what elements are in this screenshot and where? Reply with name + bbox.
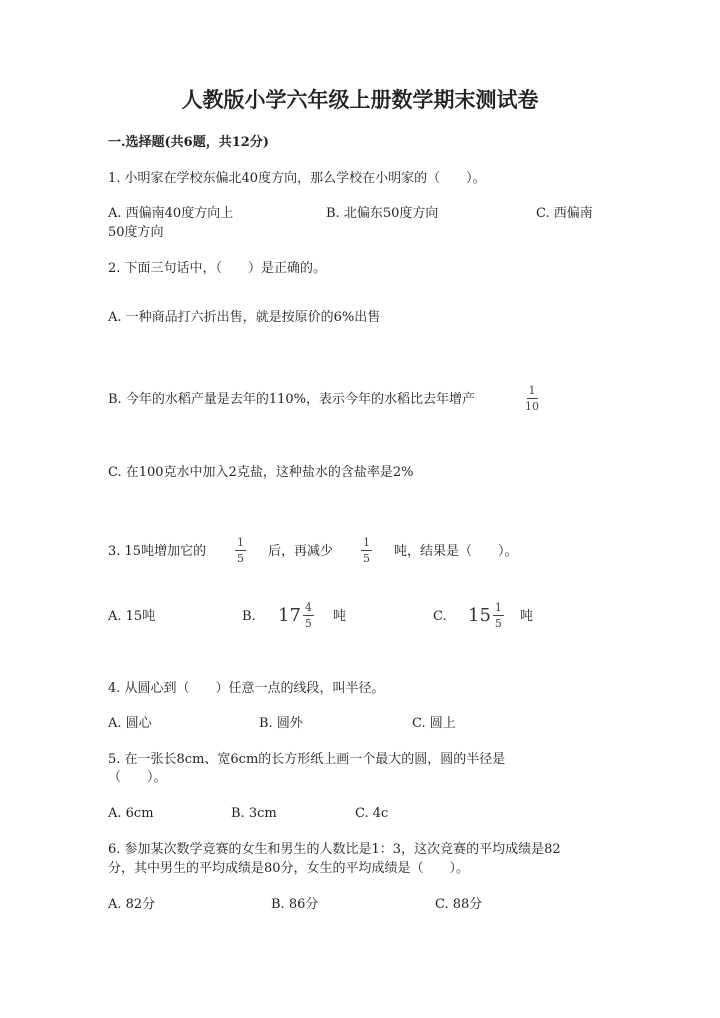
question-3-stem-part2: 后，再减少: [268, 544, 334, 559]
question-2-stem: 2. 下面三句话中，（ ）是正确的。: [108, 261, 327, 276]
question-3-option-c-label: C.: [433, 609, 447, 624]
question-6-option-a: A. 82分: [108, 897, 156, 912]
question-4-option-c: C. 圆上: [412, 716, 456, 731]
question-5-option-c: C. 4c: [355, 806, 389, 821]
question-6-option-b: B. 86分: [271, 897, 319, 912]
question-3-option-c-value: [468, 602, 504, 629]
question-4-option-a: A. 圆心: [108, 716, 152, 731]
question-3-fraction-2: [361, 537, 372, 564]
fraction-numerator: 1: [237, 536, 244, 549]
fraction-numerator: 4: [304, 601, 312, 614]
question-1-stem: 1. 小明家在学校东偏北40度方向，那么学校在小明家的（ ）。: [108, 171, 486, 186]
mixed-number-whole: 15: [468, 604, 491, 626]
question-3-option-b-label: B.: [242, 609, 256, 624]
fraction-denominator: 10: [525, 400, 539, 413]
page-title: 人教版小学六年级上册数学期末测试卷: [181, 87, 539, 112]
question-1-option-b: B. 北偏东50度方向: [326, 206, 439, 221]
question-5-stem: 5. 在一张长8cm、宽6cm的长方形纸上画一个最大的圆，圆的半径是: [108, 752, 506, 767]
question-2-option-b-fraction: [525, 385, 539, 412]
question-6-stem-continued: 分，其中男生的平均成绩是80分，女生的平均成绩是（ ）。: [108, 861, 470, 876]
question-5-option-a: A. 6cm: [108, 806, 154, 821]
question-1-option-a: A. 西偏南40度方向上: [108, 206, 234, 221]
question-2-option-c: C. 在100克水中加入2克盐，这种盐水的含盐率是2%: [108, 465, 414, 480]
question-3-option-b-unit: 吨: [333, 609, 347, 624]
fraction-numerator: 1: [494, 601, 502, 614]
fraction-numerator: 1: [363, 536, 370, 549]
question-3-option-c-unit: 吨: [520, 609, 534, 624]
mixed-number-whole: 17: [278, 604, 301, 626]
question-3-fraction-1: [235, 537, 246, 564]
question-4-stem: 4. 从圆心到（ ）任意一点的线段，叫半径。: [108, 681, 385, 696]
question-2-option-b: B. 今年的水稻产量是去年的110%，表示今年的水稻比去年增产: [108, 392, 475, 407]
question-3-option-a: A. 15吨: [108, 609, 156, 624]
question-1-option-c: C. 西偏南: [536, 206, 593, 221]
fraction-denominator: 5: [304, 617, 312, 630]
fraction-denominator: 5: [494, 617, 502, 630]
question-5-option-b: B. 3cm: [231, 806, 277, 821]
question-1-option-c-continued: 50度方向: [108, 225, 164, 240]
fraction-denominator: 5: [237, 552, 244, 565]
fraction-numerator: 1: [528, 384, 536, 397]
question-2-option-a: A. 一种商品打六折出售，就是按原价的6%出售: [108, 310, 381, 325]
question-5-stem-continued: （ ）。: [108, 770, 167, 785]
question-4-option-b: B. 圆外: [259, 716, 303, 731]
question-6-option-c: C. 88分: [435, 897, 483, 912]
fraction-denominator: 5: [363, 552, 370, 565]
question-3-stem-part1: 3. 15吨增加它的: [108, 544, 207, 559]
question-6-stem: 6. 参加某次数学竞赛的女生和男生的人数比是1：3，这次竞赛的平均成绩是82: [108, 842, 561, 857]
question-3-option-b-value: [278, 602, 314, 629]
question-3-stem-part3: 吨，结果是（ ）。: [394, 544, 518, 559]
section-heading: 一.选择题(共6题，共12分): [108, 135, 269, 150]
